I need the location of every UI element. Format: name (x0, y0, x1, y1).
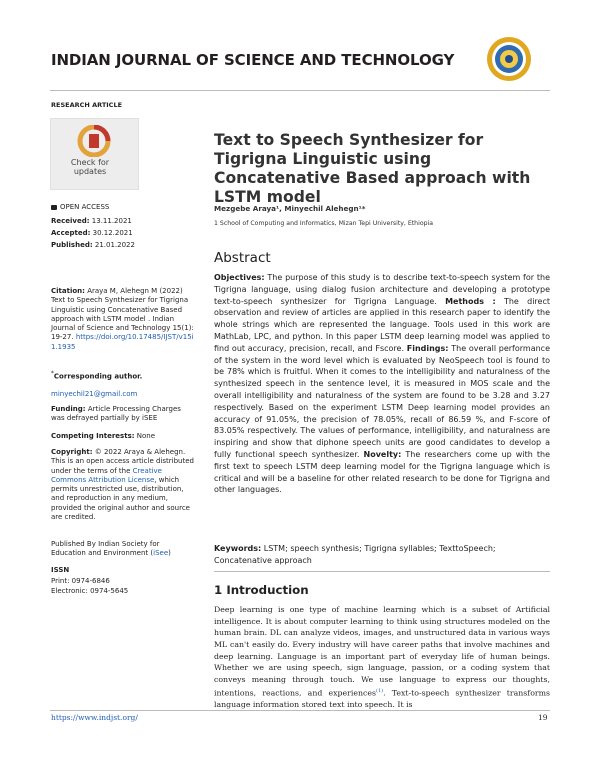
reference-link[interactable]: (1) (376, 687, 384, 694)
competing-interests: Competing Interests: None (51, 432, 156, 440)
lock-icon (51, 205, 57, 210)
open-access-label: OPEN ACCESS (60, 203, 110, 211)
copyright: Copyright: © 2022 Araya & Alehegn. This is an open access article distributed under the terms of the Creative Commons Attribution License, which permits unrestricted use, distribution, and reproduction in any medium, provided the original author and source are credited. (51, 448, 194, 522)
authors: Mezgebe Araya¹, Minyechil Alehegn¹* (214, 204, 366, 213)
article-type: RESEARCH ARTICLE (51, 101, 123, 109)
isee-link[interactable]: iSee (153, 549, 169, 558)
issn-label: ISSN (51, 566, 70, 574)
received-date: Received: 13.11.2021 (51, 217, 132, 225)
article-title: Text to Speech Synthesizer for Tigrigna Linguistic using Concatenative Based approach with LSTM model (214, 131, 531, 206)
funding: Funding: Article Processing Charges was defrayed partially by iSEE (51, 405, 181, 423)
abstract-divider (214, 571, 550, 572)
journal-logo-icon (486, 36, 532, 82)
corresponding-email-link[interactable]: minyechil21@gmail.com (51, 390, 138, 398)
abstract-body: Objectives: The purpose of this study is to describe text-to-speech system for the Tigrigna language, using dialog fusion architecture and developing a prototype text-to-speech synthesizer for Tigrigna Language. Methods : The direct observation and review of articles are applied in this research paper to identify the whole strings which are represented the language. Tools used in this work are MathLab, LPC, and python. In this paper LSTM deep learning model was applied to find out accuracy, precision, recall, and Fscore. Findings: The overall performance of the system in the word level which is evaluated by NeoSpeech tool is found to be 78% which is fruitful. When it comes to the intelligibility and naturalness of the synthesized speech in the sentence level, it is measured in MOS scale and the overall intelligibility and naturalness of the system are found to be 3.28 and 3.27 respectively. Based on the experiment LSTM Deep learning model provides an accuracy of 91.05%, the precision of 78.05%, recall of 86.59 %, and F-score of 83.05% respectively. The values of performance, intelligibility, and naturalness are inspiring and show that diphone speech units are good candidates to develop a fully functional speech synthesizer. Novelty: The researchers come up with the first text to speech LSTM deep learning model for the Tigrigna language which is critical and will be a baseline for other related research to be done for Tigrigna and other languages. (214, 273, 551, 495)
accepted-date: Accepted: 30.12.2021 (51, 229, 133, 237)
corresponding-author: *Corresponding author. (51, 371, 143, 381)
check-for-updates-button[interactable] (50, 118, 139, 190)
footer-divider (50, 710, 550, 711)
abstract-heading: Abstract (214, 250, 271, 266)
check-updates-icon (76, 125, 112, 157)
publisher: Published By Indian Society for Education and Environment (iSee) (51, 540, 171, 558)
journal-title: INDIAN JOURNAL OF SCIENCE AND TECHNOLOGY (51, 51, 455, 69)
citation-doi-link[interactable]: https://doi.org/10.17485/IJST/v15i1.1935 (51, 333, 194, 351)
keywords: Keywords: LSTM; speech synthesis; Tigrigna syllables; TexttoSpeech; Concatenative approach (214, 544, 496, 565)
section-heading-introduction: 1 Introduction (214, 583, 309, 597)
open-access (51, 203, 109, 212)
introduction-body: Deep learning is one type of machine learning which is a subset of Artificial intelligence. It is about computer learning to think using structures modeled on the human brain. DL can analyze videos, images, and unstructured data in various ways ML can't easily do. Every industry will have career paths that involve machines and deep learning. Language is an important part of everyday life of human beings. Whether we are using speech, sign language, passion, or a coding system that conveys meaning through touch. We use language to express our thoughts, intentions, reactions, and experiences$^{(1)}$. Text-to-speech synthesizer transforms language information stored text into speech. It is (214, 605, 551, 709)
license-link[interactable]: Creative Commons Attribution License (51, 466, 162, 484)
published-date: Published: 21.01.2022 (51, 241, 135, 249)
footer-url-link[interactable]: https://www.indjst.org/ (51, 713, 138, 722)
issn-print: Print: 0974-6846 (51, 577, 110, 585)
affiliation: 1 School of Computing and Informatics, Mizan Tepi University, Ethiopia (214, 220, 434, 227)
page-number: 19 (538, 713, 548, 722)
issn-electronic: Electronic: 0974-5645 (51, 587, 129, 595)
citation: Citation: Araya M, Alehegn M (2022) Text to Speech Synthesizer for Tigrigna Linguistic using Concatenative Based approach with LSTM model . Indian Journal of Science and Technology 15(1): 19-27. https://doi.org/10.17485/IJST/v15i1.1935 (51, 287, 194, 351)
check-for-updates-label: Check for updates (70, 158, 110, 176)
header-divider (50, 90, 550, 91)
